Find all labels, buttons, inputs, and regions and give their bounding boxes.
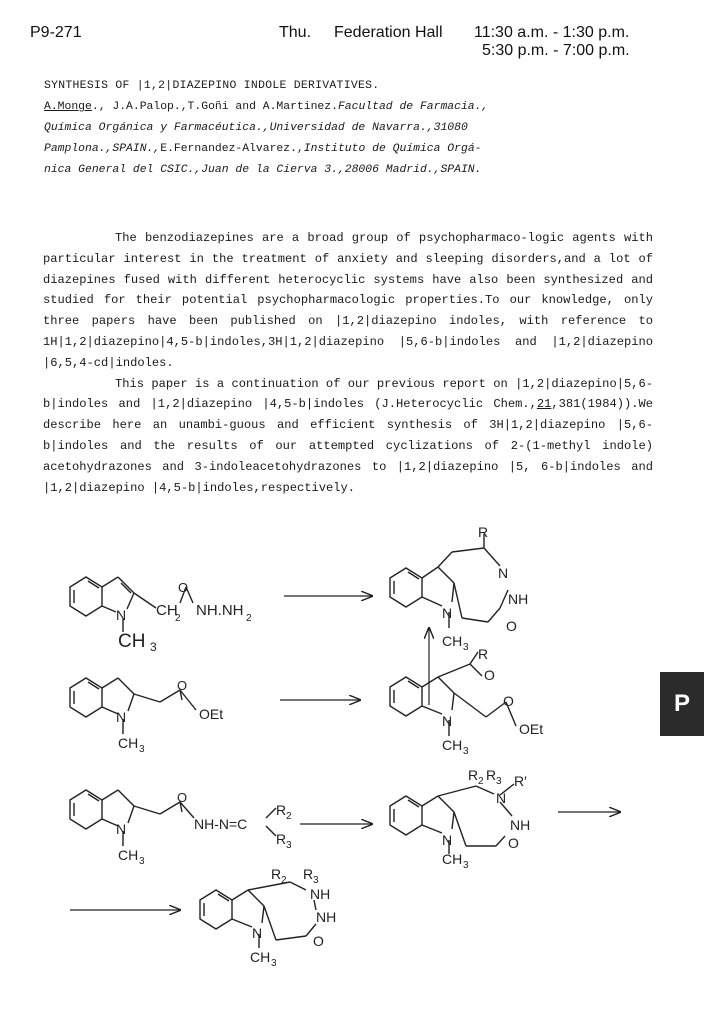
mol3a-methyl: CH	[118, 847, 139, 863]
mol3a-r2-idx: 2	[286, 811, 292, 822]
mol1b-methyl-idx: 3	[463, 642, 469, 653]
mol2b-oet: OEt	[519, 721, 544, 737]
mol4-methyl: CH	[250, 949, 271, 965]
mol4-nh2: NH	[316, 909, 337, 925]
mol2b-methyl-idx: 3	[463, 746, 469, 757]
mol3b-methyl-idx: 3	[463, 860, 469, 871]
mol4-nh1: NH	[310, 886, 331, 902]
mol1b-n1: N	[498, 565, 509, 581]
mol1b-nh: NH	[508, 591, 529, 607]
mol2a-o: O	[177, 678, 188, 693]
mol3b-methyl: CH	[442, 851, 463, 867]
mol3b-r2-idx: 2	[478, 776, 484, 787]
mol1b-r: R	[478, 524, 489, 540]
mol4-r3-idx: 3	[313, 875, 319, 886]
affiliation-4: Instituto de Química Orgá-	[303, 143, 482, 155]
mol3b-r-prime: R′	[514, 773, 527, 789]
mol1a-n: N	[116, 607, 127, 623]
mol1a-ch2: CH	[156, 602, 178, 619]
mol2b-n: N	[442, 713, 453, 729]
mol2a-n: N	[116, 709, 127, 725]
mol2a-oet: OEt	[199, 706, 224, 722]
mol4-r3: R	[303, 866, 314, 882]
mol2b-o2: O	[503, 693, 514, 709]
mol2a-methyl: CH	[118, 735, 139, 751]
mol1a-hydrazide: NH.NH	[196, 602, 244, 619]
mol3b-n1: N	[496, 790, 507, 806]
affiliation-3: Pamplona.,SPAIN.,	[44, 143, 161, 155]
journal-volume: 21	[536, 397, 552, 412]
mol1b-methyl: CH	[442, 633, 463, 649]
mol1a-hydrazide-idx: 2	[246, 613, 252, 624]
mol4-o: O	[313, 933, 324, 949]
molecule-1a	[70, 577, 156, 632]
abstract-p2-end: ,381(1984)).We describe here an unambi-guous and efficient synthesis of 3H|1,2|diazepino |5,6-b|indoles and the results of our attempted cyclizations of 2-(1-methyl indole) acetohydrazones and 3-indoleacetohydrazones to |1,2|diazepino |5, 6-b|indoles and |1,2|diazepino |4,5-b|indoles,respectively.	[43, 397, 653, 495]
author-fernandez: E.Fernandez-Alvarez.,	[160, 143, 304, 155]
mol4-methyl-idx: 3	[271, 958, 277, 969]
mol3a-o: O	[177, 790, 188, 805]
paper-title: SYNTHESIS OF |1,2|DIAZEPINO INDOLE DERIVATIVES.	[44, 80, 380, 92]
session-time-2: 5:30 p.m. - 7:00 p.m.	[482, 42, 630, 59]
mol1b-n: N	[442, 605, 453, 621]
affiliation-1: Facultad de Farmacia.,	[337, 101, 489, 113]
mol3b-n: N	[442, 832, 453, 848]
mol1b-o: O	[506, 618, 517, 634]
mol1a-methyl-idx: 3	[150, 640, 157, 654]
mol4-n: N	[252, 925, 263, 941]
mol3a-n: N	[116, 821, 127, 837]
mol3b-r3: R	[486, 767, 497, 783]
mol3b-r2: R	[468, 767, 479, 783]
mol2b-methyl: CH	[442, 737, 463, 753]
mol4-r2: R	[271, 866, 282, 882]
molecule-2b	[390, 652, 516, 736]
mol3a-r3-idx: 3	[286, 840, 292, 851]
section-tab-p: P	[660, 672, 704, 736]
mol3b-nh: NH	[510, 817, 531, 833]
mol2b-o1: O	[484, 667, 495, 683]
session-day: Thu.	[279, 24, 312, 41]
author-monge: A.Monge	[44, 101, 92, 113]
mol2b-r: R	[478, 646, 489, 662]
author-list: ., J.A.Palop.,T.Goñi and A.Martinez.	[91, 101, 338, 113]
session-venue: Federation Hall	[334, 24, 443, 41]
mol3a-r2: R	[276, 802, 287, 818]
affiliation-5: nica General del CSIC.,Juan de la Cierva 3.,28006 Madrid.,SPAIN.	[44, 164, 482, 176]
mol1a-methyl: CH	[118, 631, 146, 652]
mol3a-hydrazone: NH-N=C	[194, 816, 248, 832]
mol4-r2-idx: 2	[281, 875, 287, 886]
session-code: P9-271	[30, 24, 82, 41]
mol3a-methyl-idx: 3	[139, 856, 145, 867]
mol3a-r3: R	[276, 831, 287, 847]
mol2a-methyl-idx: 3	[139, 744, 145, 755]
mol3b-o: O	[508, 835, 519, 851]
abstract-paragraph-1: The benzodiazepines are a broad group of psychopharmaco-logic agents with particular interest in the treatment of anxiety and sleeping disorders,and a lot of diazepines fused with different heterocyclic systems have also been synthesized and studied for their potential psychopharmacologic properties.To our knowledge, only three papers have been published on |1,2|diazepino indoles, with reference to 1H|1,2|diazepino|4,5-b|indoles,3H|1,2|diazepino |5,6-b|indoles and |1,2|diazepino |6,5,4-cd|indoles.	[43, 231, 653, 370]
mol1a-o: O	[178, 580, 189, 595]
abstract-p2-start: This paper is a continuation of our previous report on |1,2|diazepino|5,6-b|indoles and |1,2|diazepino |4,5-b|indoles (J.Heterocyclic Chem.,	[43, 376, 653, 412]
mol3b-r3-idx: 3	[496, 776, 502, 787]
affiliation-2: Química Orgánica y Farmacéutica.,Universidad de Navarra.,31080	[44, 122, 468, 134]
mol1a-ch2-idx: 2	[175, 613, 181, 624]
session-time-1: 11:30 a.m. - 1:30 p.m.	[474, 24, 630, 41]
